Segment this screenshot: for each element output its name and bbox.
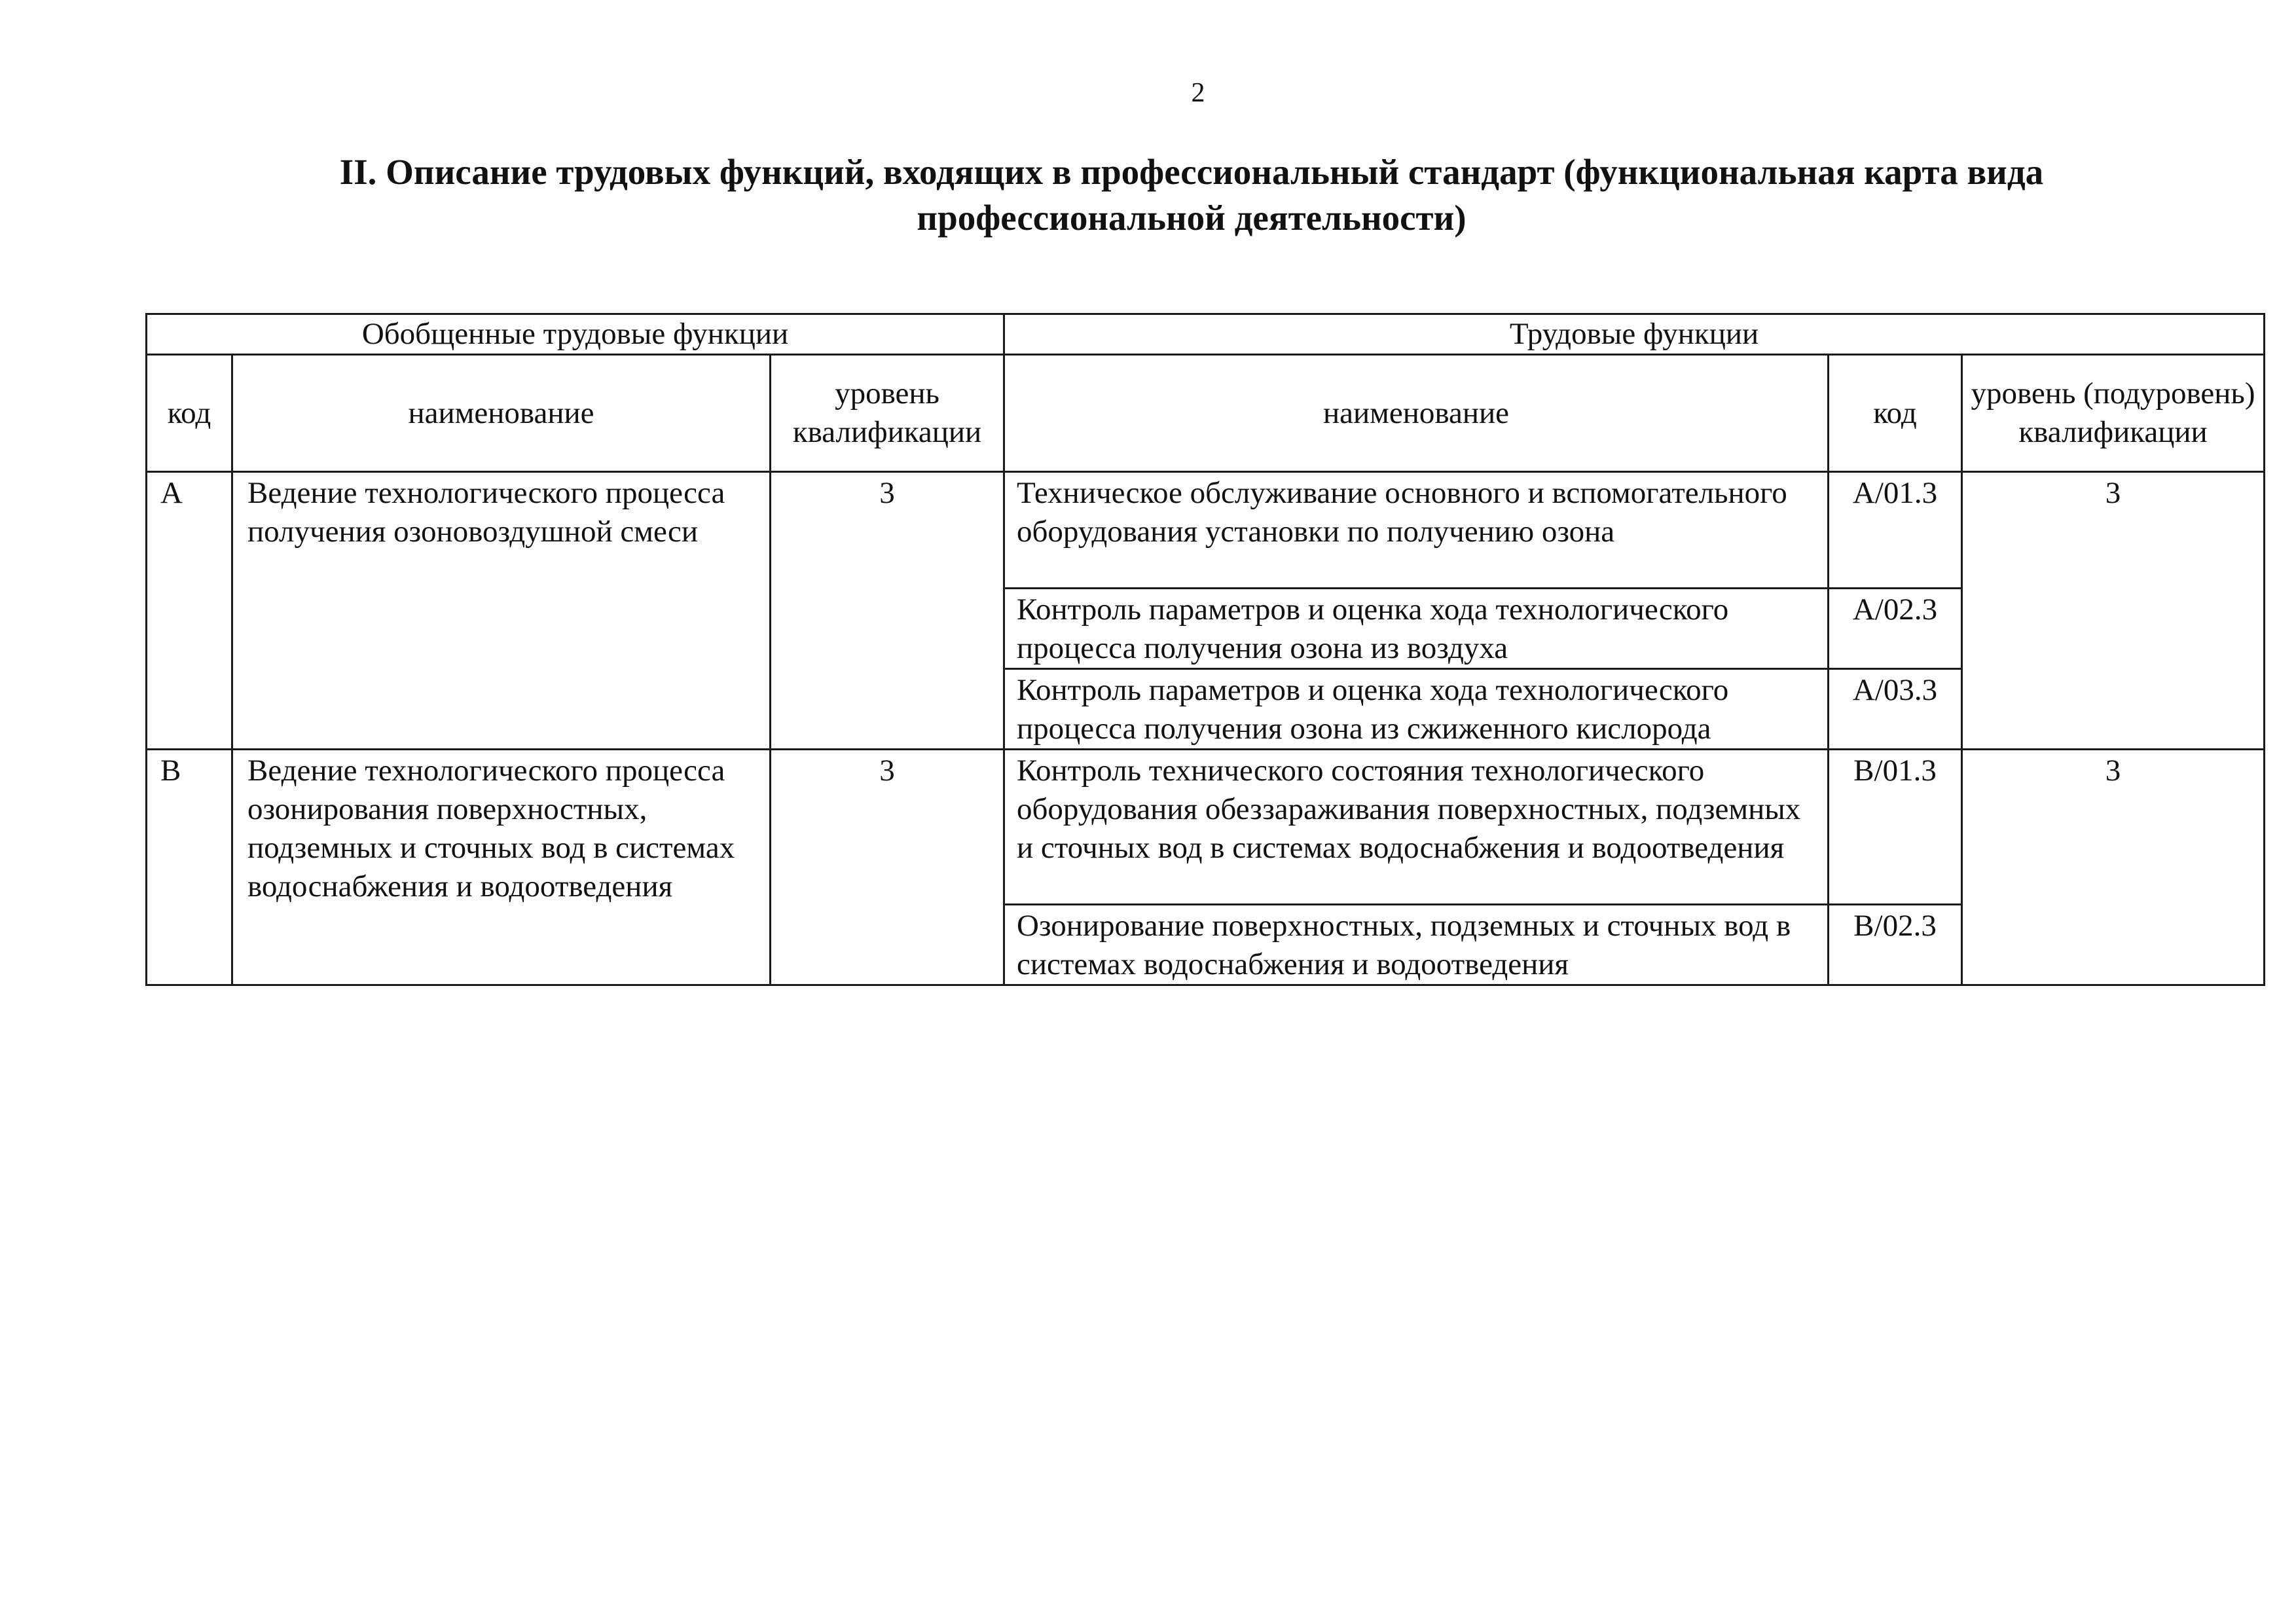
- col-header-gf-level: уровень квалификации: [771, 355, 1004, 472]
- header-labor-functions: Трудовые функции: [1004, 314, 2265, 355]
- functional-map-table: [145, 313, 2265, 986]
- tf-level: 3: [1962, 472, 2265, 750]
- col-header-tf-name: наименование: [1004, 355, 1829, 472]
- section-title: II. Описание трудовых функций, входящих в профессиональный стандарт (функциональная карта вида профессиональной деятельности): [339, 152, 2044, 238]
- tf-name: Контроль параметров и оценка хода технологического процесса получения озона из воздуха: [1004, 589, 1829, 669]
- tf-code: A/02.3: [1829, 589, 1962, 669]
- header-generalized-functions: Обобщенные трудовые функции: [147, 314, 1004, 355]
- tf-code: A/03.3: [1829, 669, 1962, 750]
- gf-name: Ведение технологического процесса получения озоновоздушной смеси: [232, 472, 771, 750]
- table-row: [147, 472, 2265, 589]
- gf-code: B: [147, 750, 232, 985]
- tf-name: Техническое обслуживание основного и вспомогательного оборудования установки по получению озона: [1004, 472, 1829, 589]
- tf-code: B/01.3: [1829, 750, 1962, 905]
- tf-level: 3: [1962, 750, 2265, 985]
- tf-code: A/01.3: [1829, 472, 1962, 589]
- tf-name: Контроль технического состояния технологического оборудования обеззараживания поверхностных, подземных и сточных вод в системах водоснабжения и водоотведения: [1004, 750, 1829, 905]
- tf-name: Контроль параметров и оценка хода технологического процесса получения озона из сжиженного кислорода: [1004, 669, 1829, 750]
- gf-code: A: [147, 472, 232, 750]
- gf-level: 3: [771, 750, 1004, 985]
- gf-level: 3: [771, 472, 1004, 750]
- col-header-gf-name: наименование: [232, 355, 771, 472]
- tf-code: B/02.3: [1829, 905, 1962, 985]
- tf-name: Озонирование поверхностных, подземных и сточных вод в системах водоснабжения и водоотведения: [1004, 905, 1829, 985]
- col-header-tf-code: код: [1829, 355, 1962, 472]
- gf-name: Ведение технологического процесса озонирования поверхностных, подземных и сточных вод в системах водоснабжения и водоотведения: [232, 750, 771, 985]
- page-number: 2: [1191, 78, 1205, 108]
- table-row: [147, 750, 2265, 905]
- col-header-tf-level: уровень (подуровень) квалификации: [1962, 355, 2265, 472]
- col-header-gf-code: код: [147, 355, 232, 472]
